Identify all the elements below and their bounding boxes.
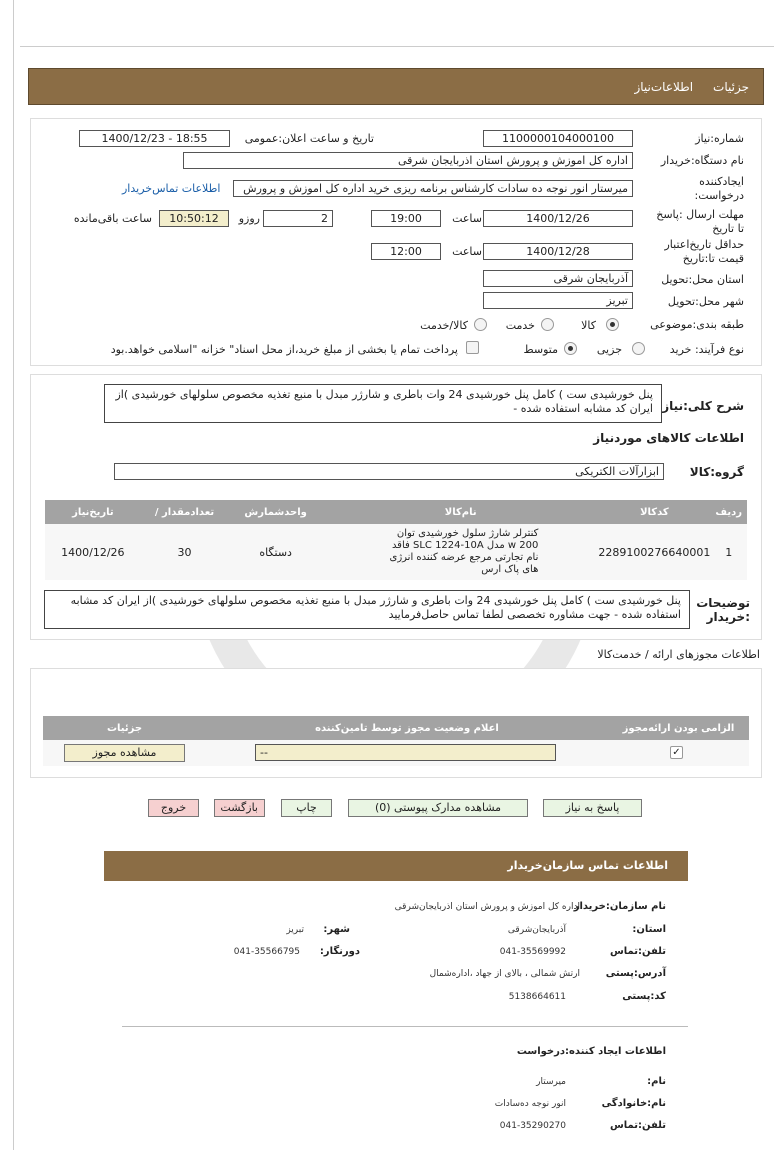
days-field[interactable]: 2: [263, 210, 333, 227]
creator-phone-value: 041-35290270: [499, 1121, 566, 1131]
col-date: تاریخ‌نیاز: [45, 500, 141, 524]
goods-group-label: گروه:کالا: [689, 465, 744, 479]
category-service-label: خدمت: [505, 319, 535, 332]
row-unit: دستگاه: [259, 545, 292, 559]
contact-phone-label: تلفن:تماس: [609, 946, 666, 957]
payment-checkbox[interactable]: [466, 341, 479, 354]
left-margin-line: [13, 0, 14, 1150]
process-small-label: جزیی: [596, 343, 622, 356]
contact-fax-value: 041-35566795: [233, 947, 300, 957]
category-goods-radio[interactable]: [606, 318, 619, 331]
creator-phone-label: تلفن:تماس: [609, 1120, 666, 1131]
deadline-time-field[interactable]: 19:00: [371, 210, 441, 227]
col-qty: / تعدادمقدار: [141, 500, 229, 524]
contact-header: اطلاعات تماس سازمان‌خریدار: [104, 851, 688, 881]
back-button[interactable]: بازگشت: [214, 799, 265, 817]
process-small-radio[interactable]: [632, 342, 645, 355]
deadline-label: مهلت ارسال :پاسخ تا تاریخ: [656, 208, 744, 235]
days-label: روزو: [238, 212, 260, 225]
deadline-date-field[interactable]: 1400/12/26: [483, 210, 633, 227]
validity-label: حداقل تاریخ‌اعتبار قیمت تا:تاریخ: [664, 238, 744, 265]
contact-fax-label: دورنگار:: [319, 946, 360, 957]
contact-province-label: استان:: [632, 924, 666, 935]
buyer-contact-link[interactable]: اطلاعات تماس‌خریدار: [122, 182, 221, 195]
contact-phone-value: 041-35569992: [499, 947, 566, 957]
contact-divider: [122, 1026, 688, 1027]
remaining-time-field: 10:50:12: [159, 210, 229, 227]
row-date: 1400/12/26: [61, 545, 125, 559]
col-unit: واحدشمارش: [228, 500, 323, 524]
col-name: نام‌کالا: [323, 500, 598, 524]
tab-details[interactable]: جزئیات: [713, 79, 749, 94]
category-both-radio[interactable]: [474, 318, 487, 331]
row-code: 2289100276640001: [598, 545, 711, 559]
permit-status-field: --: [255, 744, 556, 761]
need-number-label: شماره:نیاز: [695, 132, 744, 145]
summary-text: پنل خورشیدی ست ) کامل پنل خورشیدی 24 وات باطری و شارژر مبدل با منبع تغذیه مخصوص سلولهای خورشیدی )از ایران کد مشابه استفاده شده -: [104, 384, 662, 423]
process-medium-label: متوسط: [523, 343, 558, 356]
creator-family-value: انور نوجه ده‌سادات: [494, 1099, 566, 1109]
permit-col-status: اعلام وضعیت مجوز توسط تامین‌کننده: [206, 716, 608, 740]
buyer-notes-label: توضیحات :خریدار: [696, 596, 750, 624]
category-goods-label: کالا: [581, 319, 596, 332]
validity-hour-label: ساعت: [452, 245, 482, 258]
deadline-hour-label: ساعت: [452, 212, 482, 225]
buyer-label: نام دستگاه:خریدار: [660, 154, 744, 167]
contact-city-value: تبریز: [286, 925, 304, 935]
creator-family-label: نام:خانوادگی: [601, 1098, 666, 1109]
city-field[interactable]: تبریز: [483, 292, 633, 309]
col-index: ردیف: [710, 500, 747, 524]
tab-need-info[interactable]: اطلاعات‌نیاز: [634, 79, 694, 94]
validity-time-field[interactable]: 12:00: [371, 243, 441, 260]
creator-name-value: میرستار: [536, 1077, 566, 1087]
announce-field[interactable]: 1400/12/23 - 18:55: [79, 130, 230, 147]
table-row: [45, 524, 747, 580]
province-field[interactable]: آذربایجان شرقی: [483, 270, 633, 287]
buyer-notes-text: پنل خورشیدی ست ) کامل پنل خورشیدی 24 وات باطری و شارژر مبدل با منبع تغذیه مخصوص سلولهای خورشیدی )از ایران کد مشابه استفاده شده - جهت مشاوره تخصصی لطفا تماس حاصل‌فرمایید: [44, 590, 690, 629]
attachments-button[interactable]: مشاهده مدارک پیوستی (0): [348, 799, 528, 817]
contact-org-label: نام سازمان:خریدار: [573, 901, 666, 912]
need-number-field[interactable]: 1100000104000100: [483, 130, 633, 147]
contact-city-label: شهر:: [323, 924, 350, 935]
contact-postal-value: 5138664611: [508, 992, 566, 1002]
contact-address-label: آدرس:پستی: [605, 968, 666, 979]
contact-address-value: ارتش شمالی ، بالای از جهاد ،اداره‌شمال: [429, 969, 580, 979]
contact-postal-label: کد:پستی: [622, 991, 666, 1002]
province-label: استان محل:تحویل: [661, 273, 744, 286]
validity-date-field[interactable]: 1400/12/28: [483, 243, 633, 260]
top-rule: [20, 46, 774, 47]
page-header: [28, 68, 764, 105]
category-both-label: کالا/خدمت: [420, 319, 468, 332]
permits-title: اطلاعات مجوزهای ارائه / خدمت‌کالا: [597, 648, 760, 661]
exit-button[interactable]: خروج: [148, 799, 199, 817]
creator-field[interactable]: میرستار انور نوجه ده سادات کارشناس برنامه ریزی خرید اداره کل اموزش و پرورش: [233, 180, 633, 197]
process-medium-radio[interactable]: [564, 342, 577, 355]
row-name: کنترلر شارژ سلول خورشیدی توان 200 w مدل SLC 1224-10A فاقد نام تجارتی مرجع عرضه کننده انرژی های پاک ارس: [389, 528, 539, 575]
col-code: کدکالا: [598, 500, 710, 524]
category-label: طبقه بندی:موضوعی: [650, 318, 744, 331]
contact-org-value: اداره کل اموزش و پرورش استان اذربایجان‌شرقی: [394, 902, 580, 912]
contact-province-value: آذربایجان‌شرقی: [507, 925, 566, 935]
row-qty: 30: [177, 545, 192, 559]
summary-label: شرح کلی:نیاز: [662, 399, 744, 413]
goods-table: [45, 500, 747, 580]
print-button[interactable]: چاپ: [281, 799, 332, 817]
reply-button[interactable]: پاسخ به نیاز: [543, 799, 642, 817]
category-service-radio[interactable]: [541, 318, 554, 331]
view-permit-button[interactable]: مشاهده مجوز: [64, 744, 185, 762]
remaining-label: ساعت باقی‌مانده: [73, 212, 152, 225]
city-label: شهر محل:تحویل: [667, 295, 744, 308]
goods-section-title: اطلاعات کالاهای موردنیاز: [593, 431, 744, 445]
payment-note: پرداخت تمام یا بخشی از مبلغ خرید،از محل اسناد" خزانه "اسلامی خواهد.بود: [110, 343, 458, 356]
permit-col-required: الزامی بودن ارائه‌مجوز: [608, 716, 749, 740]
creator-label: ایجادکننده درخواست:: [694, 175, 744, 202]
permit-required-checkbox: ✓: [670, 746, 683, 759]
row-index: 1: [725, 545, 733, 559]
goods-group-field[interactable]: ابزارآلات الکتریکی: [114, 463, 664, 480]
creator-name-label: نام:: [647, 1076, 666, 1087]
process-label: نوع فرآیند: خرید: [669, 343, 744, 356]
creator-section-title: اطلاعات ایجاد کننده:درخواست: [516, 1046, 666, 1057]
buyer-field[interactable]: اداره کل اموزش و پرورش استان اذربایجان شرقی: [183, 152, 633, 169]
permit-col-details: جزئیات: [43, 716, 206, 740]
announce-label: تاریخ و ساعت اعلان:عمومی: [244, 132, 374, 145]
